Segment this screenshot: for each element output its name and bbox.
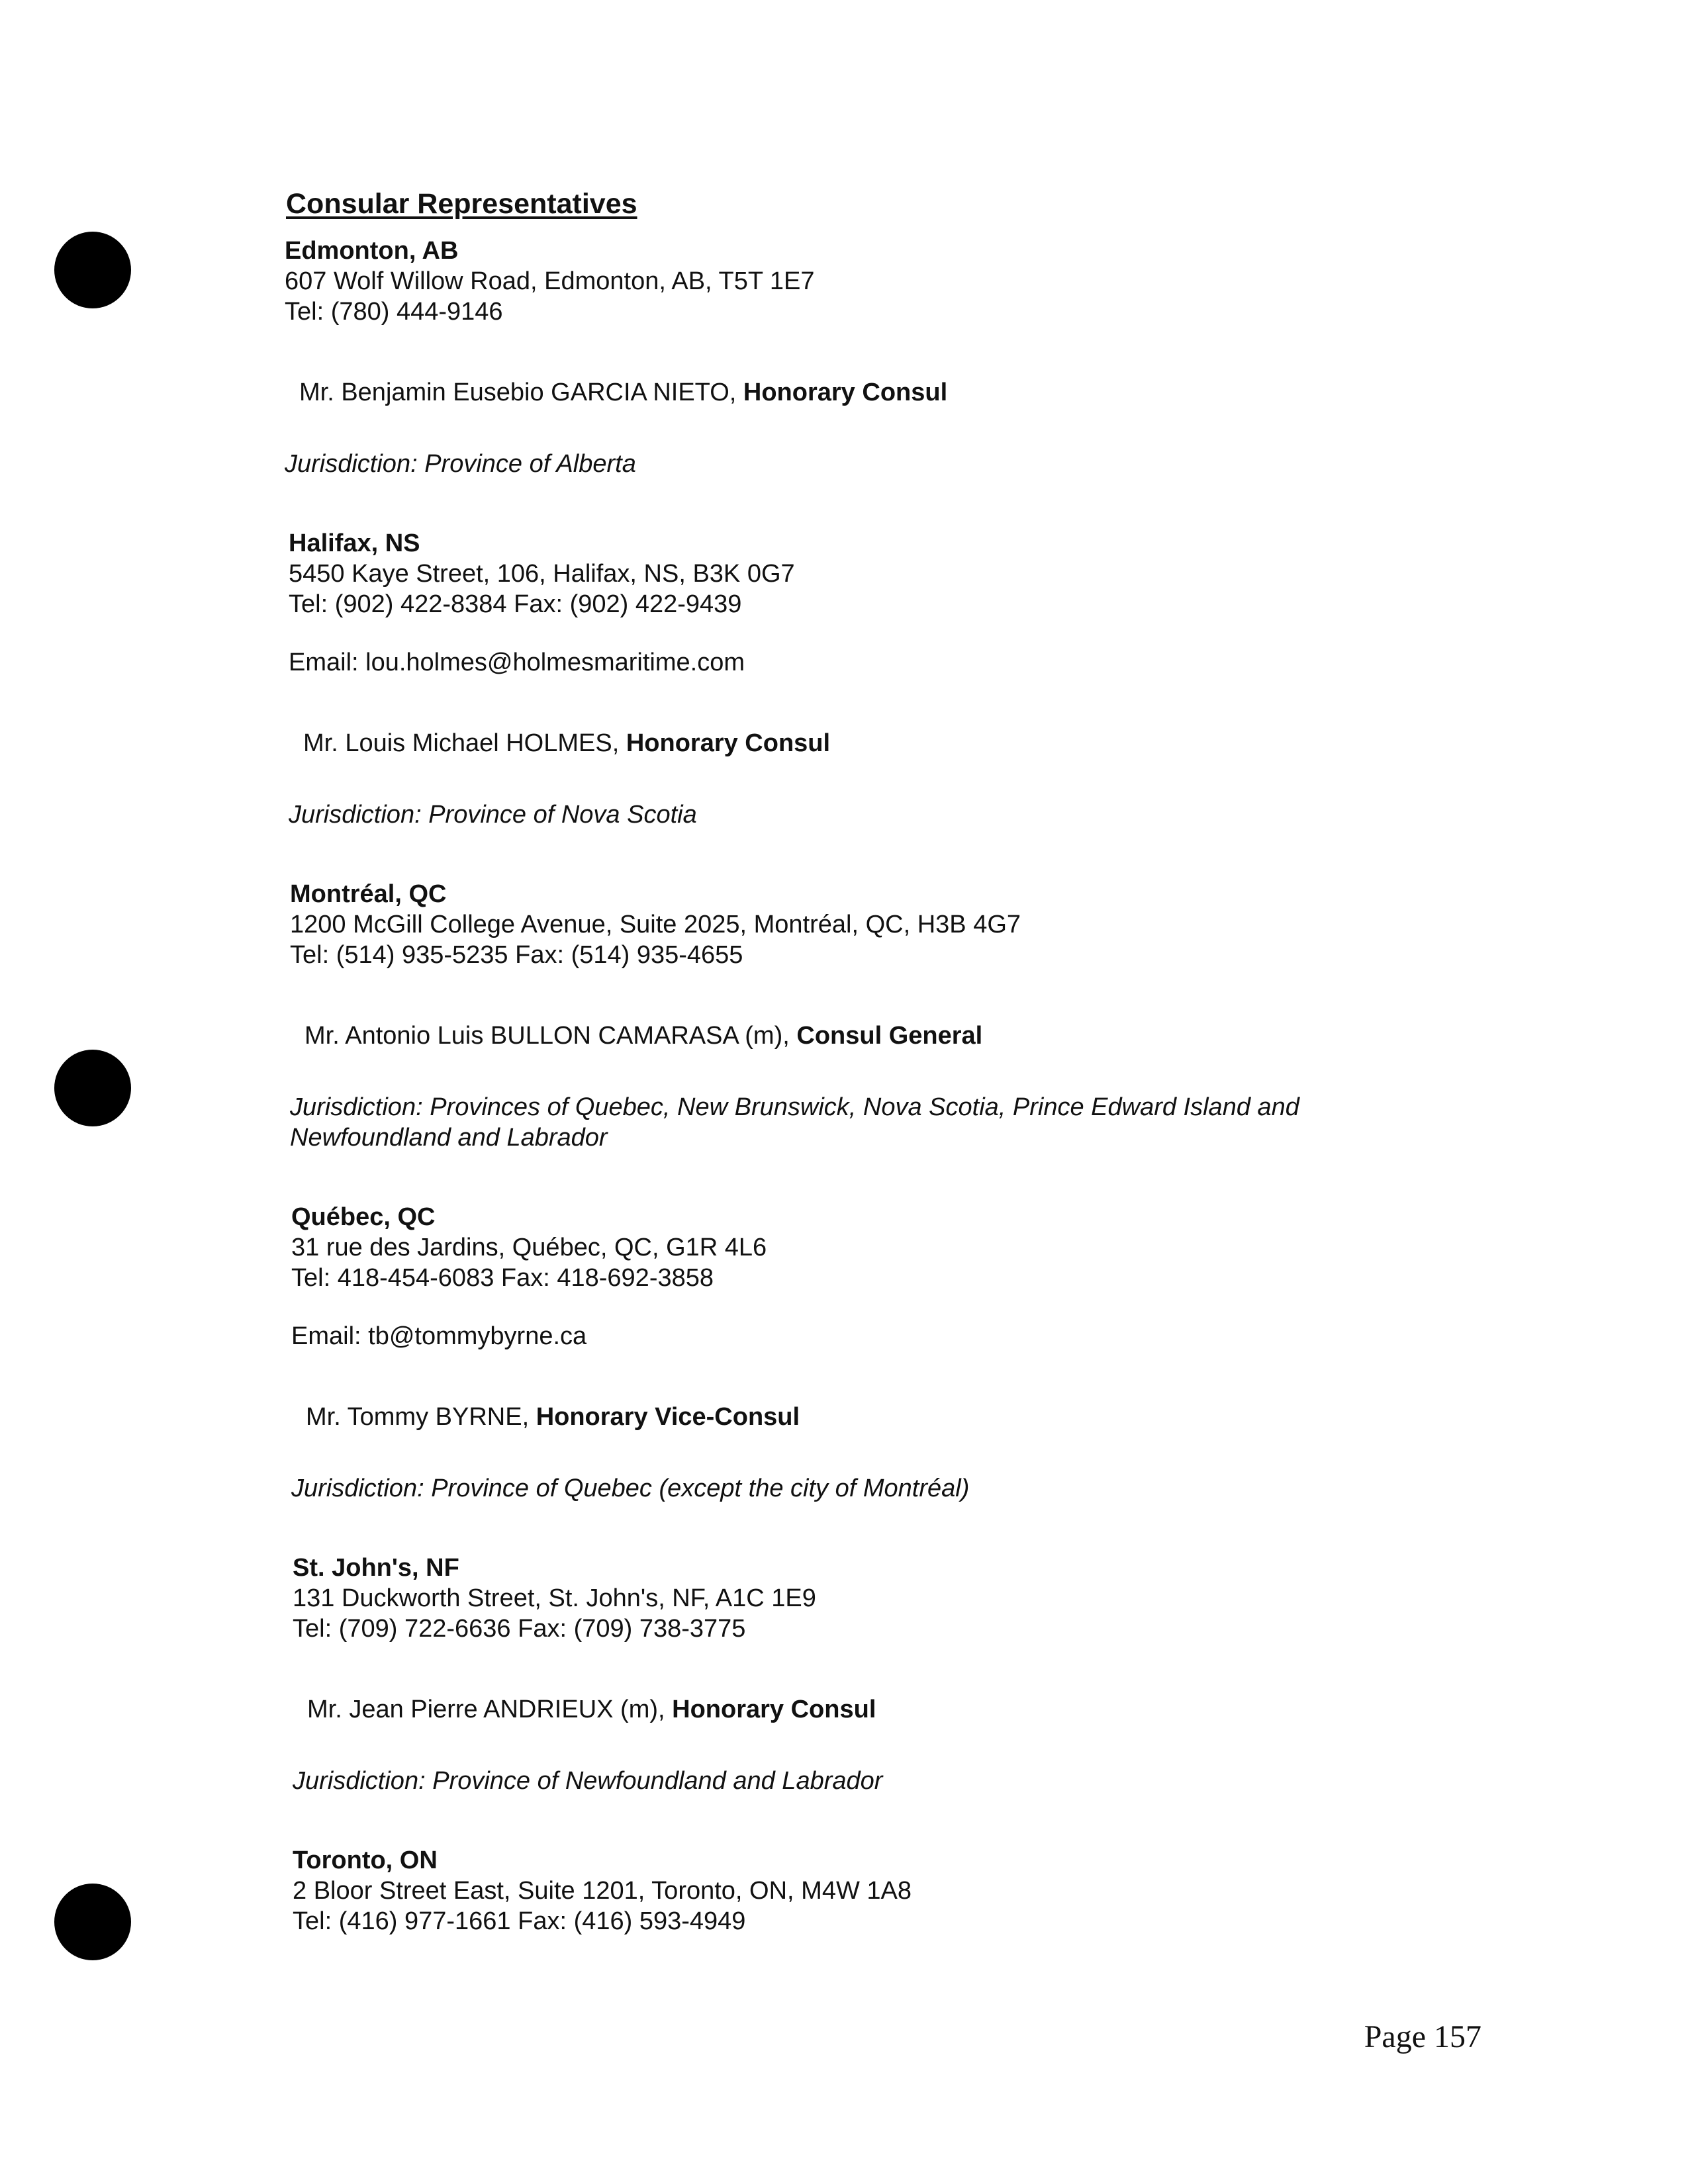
office-address: 131 Duckworth Street, St. John's, NF, A1C 1E9 — [293, 1584, 816, 1612]
jurisdiction: Jurisdiction: Provinces of Quebec, New Brunswick, Nova Scotia, Prince Edward Island and Newfoundland and Labrador — [290, 1093, 1299, 1152]
office-email: Email: tb@tommybyrne.ca — [291, 1322, 587, 1350]
office-entry — [289, 528, 1476, 830]
office-phone: Tel: (709) 722-6636 Fax: (709) 738-3775 — [293, 1615, 746, 1643]
jurisdiction: Jurisdiction: Province of Nova Scotia — [289, 801, 697, 829]
office-address: 31 rue des Jardins, Québec, QC, G1R 4L6 — [291, 1234, 767, 1261]
office-entry — [290, 879, 1476, 1153]
office-entry — [291, 1202, 1476, 1504]
office-address: 2 Bloor Street East, Suite 1201, Toronto, ON, M4W 1A8 — [293, 1877, 912, 1905]
office-address: 607 Wolf Willow Road, Edmonton, AB, T5T 1E7 — [285, 267, 815, 295]
office-city: Halifax, NS — [289, 529, 420, 557]
representative — [289, 728, 1476, 758]
binder-hole — [54, 1884, 131, 1960]
representative-position: Consul General — [796, 1022, 983, 1050]
office-city: Montréal, QC — [290, 880, 447, 908]
representative — [293, 1694, 1476, 1725]
office-phone: Tel: (514) 935-5235 Fax: (514) 935-4655 — [290, 941, 743, 969]
office-entry — [293, 1845, 1476, 1936]
representative-name: Mr. Jean Pierre ANDRIEUX (m), — [307, 1696, 665, 1723]
document-title: Consular Representatives — [286, 188, 637, 220]
document-body — [285, 187, 1476, 1985]
office-city: Toronto, ON — [293, 1846, 438, 1874]
binder-hole — [54, 1050, 131, 1126]
office-phone: Tel: 418-454-6083 Fax: 418-692-3858 — [291, 1264, 714, 1292]
office-entry — [293, 1553, 1476, 1796]
office-phone: Tel: (780) 444-9146 — [285, 298, 503, 326]
representative-position: Honorary Vice-Consul — [536, 1403, 800, 1431]
representative-position: Honorary Consul — [626, 729, 831, 757]
office-address: 5450 Kaye Street, 106, Halifax, NS, B3K 0G7 — [289, 560, 795, 588]
office-email: Email: lou.holmes@holmesmaritime.com — [289, 649, 745, 676]
representative-position: Honorary Consul — [743, 379, 948, 406]
representative — [285, 377, 1476, 408]
binder-hole — [54, 232, 131, 308]
page-number: Page 157 — [1364, 2019, 1481, 2054]
office-city: Québec, QC — [291, 1203, 436, 1231]
representative — [291, 1402, 1476, 1432]
office-phone: Tel: (902) 422-8384 Fax: (902) 422-9439 — [289, 590, 742, 618]
office-entry — [285, 236, 1476, 479]
representative-name: Mr. Antonio Luis BULLON CAMARASA (m), — [305, 1022, 790, 1050]
office-city: Edmonton, AB — [285, 237, 459, 265]
jurisdiction: Jurisdiction: Province of Quebec (except the city of Montréal) — [291, 1475, 970, 1502]
office-address: 1200 McGill College Avenue, Suite 2025, Montréal, QC, H3B 4G7 — [290, 911, 1021, 938]
representative-name: Mr. Benjamin Eusebio GARCIA NIETO, — [299, 379, 737, 406]
jurisdiction: Jurisdiction: Province of Newfoundland and Labrador — [293, 1767, 883, 1795]
representative — [290, 1021, 1476, 1051]
jurisdiction: Jurisdiction: Province of Alberta — [285, 450, 636, 478]
office-phone: Tel: (416) 977-1661 Fax: (416) 593-4949 — [293, 1907, 746, 1935]
representative-name: Mr. Louis Michael HOLMES, — [303, 729, 620, 757]
office-city: St. John's, NF — [293, 1554, 459, 1582]
representative-name: Mr. Tommy BYRNE, — [306, 1403, 530, 1431]
representative-position: Honorary Consul — [672, 1696, 876, 1723]
